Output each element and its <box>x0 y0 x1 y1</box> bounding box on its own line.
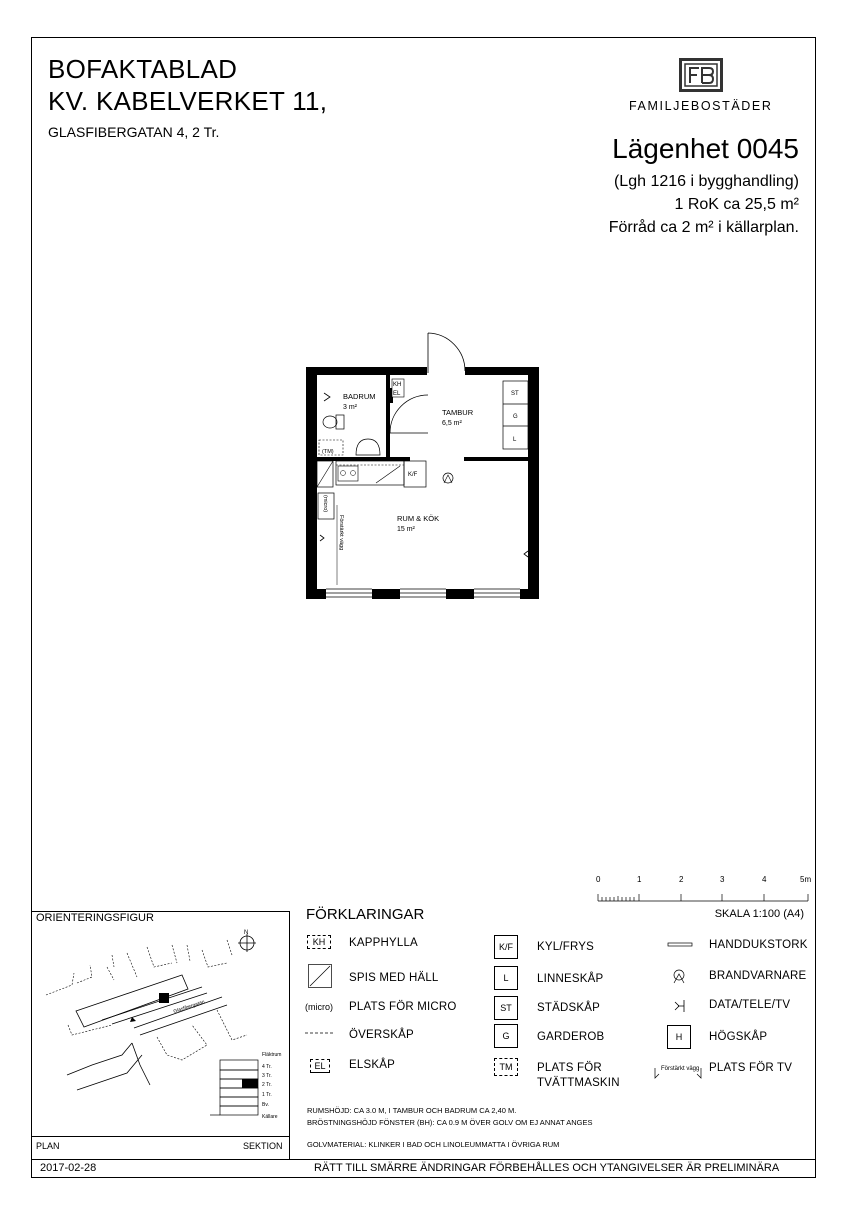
el-label: EL <box>393 391 401 397</box>
kf-label: K/F <box>408 472 418 478</box>
g-label: G <box>513 414 518 420</box>
floor-plan <box>300 325 550 605</box>
legend-label: TVÄTTMASKIN <box>537 1077 620 1089</box>
scale-tick-4: 4 <box>762 875 767 884</box>
north-label: N <box>244 930 249 936</box>
divider <box>289 911 290 1159</box>
smoke-detector-icon <box>669 966 689 986</box>
note-ceiling: RUMSHÖJD: CA 3.0 M, I TAMBUR OCH BADRUM CA 2,40 M. <box>307 1106 517 1115</box>
scale-tick-5: 5m <box>800 875 812 884</box>
tm-label: (TM) <box>322 449 334 455</box>
floor-label: Bv. <box>262 1102 269 1108</box>
legend-label: LINNESKÅP <box>537 973 604 985</box>
storage-info: Förråd ca 2 m² i källarplan. <box>608 219 799 236</box>
st-symbol-icon: ST <box>494 996 518 1020</box>
kh-label: KH <box>393 382 402 388</box>
stove-icon <box>308 964 332 988</box>
plan-label: PLAN <box>36 1141 60 1151</box>
legend-label: STÄDSKÅP <box>537 1002 600 1014</box>
data-outlet-icon <box>671 998 687 1014</box>
reinforced-label: Förstärkt vägg <box>338 515 344 551</box>
kf-symbol-icon: K/F <box>494 935 518 959</box>
micro-symbol-icon: (micro) <box>305 1002 333 1012</box>
tm-symbol-icon: TM <box>494 1058 518 1076</box>
footer-date: 2017-02-28 <box>40 1162 97 1174</box>
legend-label: ELSKÅP <box>349 1059 395 1071</box>
floor-label: 2 Tr. <box>262 1082 272 1088</box>
el-symbol-icon: EL <box>310 1059 330 1073</box>
scale-tick-0: 0 <box>596 875 601 884</box>
room-rum-kok-area: 15 m² <box>397 526 415 533</box>
st-label: ST <box>511 391 519 397</box>
scale-tick-3: 3 <box>720 875 725 884</box>
legend-label: KYL/FRYS <box>537 941 594 953</box>
scale-bar <box>590 870 820 910</box>
scale-tick-1: 1 <box>637 875 642 884</box>
towel-dryer-icon <box>667 941 693 949</box>
room-tambur-area: 6,5 m² <box>442 420 462 427</box>
floor-label: 4 Tr. <box>262 1064 272 1070</box>
section-label: SEKTION <box>243 1141 283 1151</box>
floor-label: Fläktrum <box>262 1052 282 1058</box>
reinforced-wall-icon <box>652 1060 704 1086</box>
legend-label: BRANDVARNARE <box>709 970 807 982</box>
room-tambur: TAMBUR <box>442 408 474 417</box>
logo-icon <box>679 58 723 92</box>
legend-title: FÖRKLARINGAR <box>306 906 425 923</box>
apartment-title: Lägenhet 0045 <box>612 133 799 164</box>
legend-label: PLATS FÖR MICRO <box>349 1001 457 1013</box>
legend-label: KAPPHYLLA <box>349 937 418 949</box>
legend-label: HANDDUKSTORK <box>709 939 808 951</box>
note-sill: BRÖSTNINGSHÖJD FÖNSTER (BH): CA 0.9 M ÖVER GOLV OM EJ ANNAT ANGES <box>307 1118 593 1127</box>
legend-label: SPIS MED HÄLL <box>349 972 439 984</box>
building-ref: (Lgh 1216 i bygghandling) <box>613 173 799 190</box>
address: GLASFIBERGATAN 4, 2 Tr. <box>48 124 220 140</box>
scale-label: SKALA 1:100 (A4) <box>714 908 804 920</box>
h-symbol-icon: H <box>667 1025 691 1049</box>
floor-label: 1 Tr. <box>262 1092 272 1098</box>
micro-label: (micro) <box>322 495 328 513</box>
room-badrum-area: 3 m² <box>343 404 357 411</box>
svg-text:Förstärkt vägg: Förstärkt vägg <box>661 1066 700 1072</box>
floor-label: Källare <box>262 1114 278 1120</box>
legend-label: ÖVERSKÅP <box>349 1029 414 1041</box>
street-label: Glasfibergatan <box>172 999 206 1015</box>
legend-label: GARDEROB <box>537 1031 605 1043</box>
scale-tick-2: 2 <box>679 875 684 884</box>
l-symbol-icon: L <box>494 966 518 990</box>
legend-label: PLATS FÖR TV <box>709 1062 793 1074</box>
floor-label: 3 Tr. <box>262 1073 272 1079</box>
doc-title: BOFAKTABLAD <box>48 54 238 84</box>
divider <box>31 1159 816 1160</box>
g-symbol-icon: G <box>494 1024 518 1048</box>
orientation-map <box>32 925 288 1135</box>
divider <box>31 1136 289 1137</box>
note-floor: GOLVMATERIAL: KLINKER I BAD OCH LINOLEUMMATTA I ÖVRIGA RUM <box>307 1140 560 1149</box>
legend-label: PLATS FÖR <box>537 1062 602 1074</box>
legend-label: HÖGSKÅP <box>709 1031 768 1043</box>
footer-disclaimer: RÄTT TILL SMÄRRE ÄNDRINGAR FÖRBEHÅLLES OCH YTANGIVELSER ÄR PRELIMINÄRA <box>314 1162 780 1174</box>
orientation-title: ORIENTERINGSFIGUR <box>36 912 154 924</box>
room-rum-kok: RUM & KÖK <box>397 514 440 523</box>
room-badrum: BADRUM <box>343 392 376 401</box>
overskap-icon <box>305 1030 335 1036</box>
kh-symbol-icon: KH <box>307 935 331 949</box>
brand-name: FAMILJEBOSTÄDER <box>629 99 773 113</box>
apartment-size: 1 RoK ca 25,5 m² <box>674 196 799 213</box>
legend-label: DATA/TELE/TV <box>709 999 791 1011</box>
property-name: KV. KABELVERKET 11, <box>48 86 328 116</box>
l-label: L <box>513 437 517 443</box>
